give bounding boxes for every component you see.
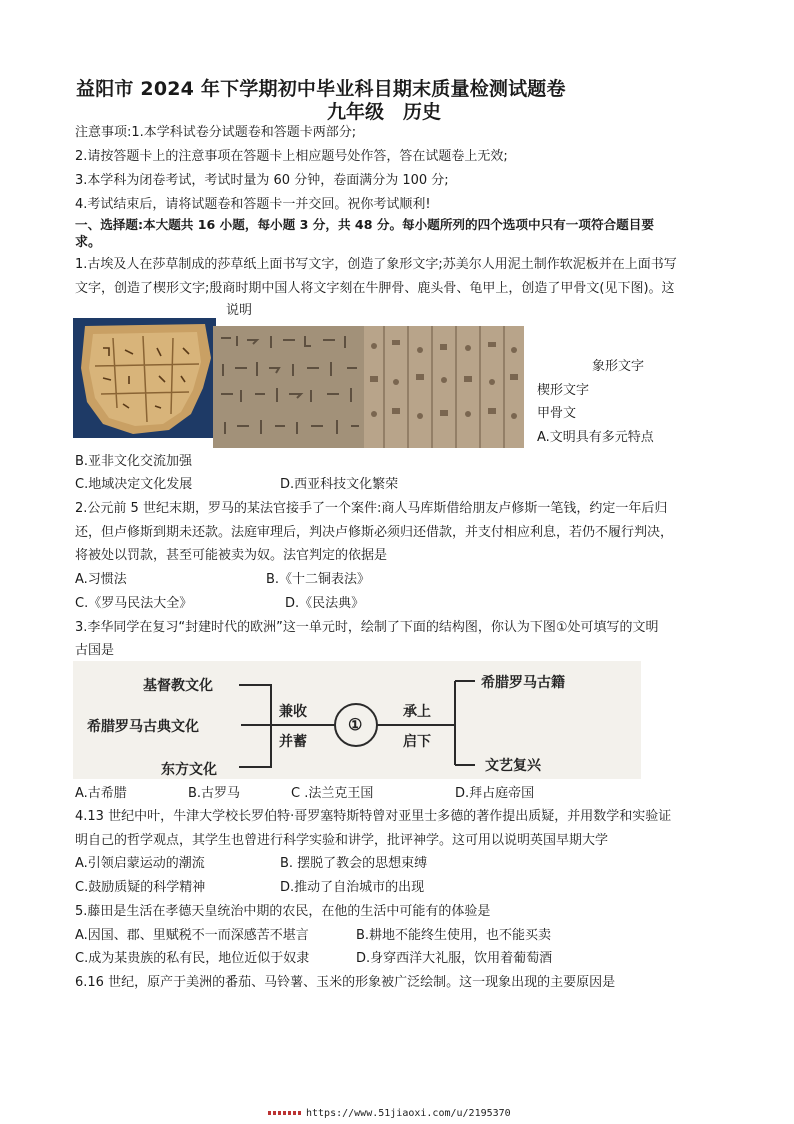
diagram-center-circle-label: ① xyxy=(348,715,363,734)
q1-option-b: B.亚非文化交流加强 xyxy=(75,454,193,469)
note-line-1: 注意事项:1.本学科试卷分试题卷和答题卡两部分; xyxy=(75,125,357,140)
section-heading-line-2: 求。 xyxy=(75,235,102,250)
structure-diagram xyxy=(73,661,641,779)
q1-option-a: A.文明具有多元特点 xyxy=(537,430,654,445)
q3-option-c: C .法兰克王国 xyxy=(291,786,374,801)
oracle-bone-photo xyxy=(73,318,216,438)
footer-logo-icon xyxy=(268,1111,302,1115)
q5-option-c: C.成为某贵族的私有民，地位近似于奴隶 xyxy=(75,951,310,966)
section-heading-line-1: 一、选择题:本大题共 16 小题，每小题 3 分，共 48 分。每小题所列的四个选项中只有一项符合题目要 xyxy=(75,217,654,232)
q5-option-b: B.耕地不能终生使用，也不能买卖 xyxy=(356,928,552,943)
q5-line-1: 5.藤田是生活在孝德天皇统治中期的农民，在他的生活中可能有的体验是 xyxy=(75,904,491,919)
hieroglyph-papyrus-photo xyxy=(364,326,524,448)
footer xyxy=(268,1108,511,1119)
diagram-mid-right-1: 承上 xyxy=(403,704,431,720)
q2-line-3: 将被处以罚款，甚至可能被卖为奴。法官判定的依据是 xyxy=(75,548,388,563)
caption-hieroglyph: 象形文字 xyxy=(592,359,645,374)
diagram-right-item-2: 文艺复兴 xyxy=(485,758,541,774)
q3-option-d: D.拜占庭帝国 xyxy=(455,786,535,801)
q2-option-a: A.习惯法 xyxy=(75,572,127,587)
q1-option-c: C.地域决定文化发展 xyxy=(75,477,193,492)
q3-option-b: B.古罗马 xyxy=(188,786,241,801)
note-line-4: 4.考试结束后，请将试题卷和答题卡一并交回。祝你考试顺利! xyxy=(75,197,431,212)
page-title: 益阳市 2024 年下学期初中毕业科目期末质量检测试题卷 xyxy=(76,78,566,100)
q3-option-a: A.古希腊 xyxy=(75,786,127,801)
cuneiform-tablet-image xyxy=(213,326,368,448)
caption-cuneiform: 楔形文字 xyxy=(537,383,590,398)
diagram-left-item-1: 基督教文化 xyxy=(143,678,213,694)
diagram-mid-right-2: 启下 xyxy=(403,734,431,750)
q4-line-1: 4.13 世纪中叶，牛津大学校长罗伯特·哥罗塞特斯特曾对亚里士多德的著作提出质疑，并用数学和实验证 xyxy=(75,809,672,824)
q5-option-a: A.因国、郡、里赋税不一而深感苦不堪言 xyxy=(75,928,309,943)
caption-oracle-bone: 甲骨文 xyxy=(537,406,577,421)
q2-line-2: 还，但卢修斯到期未还款。法庭审理后，判决卢修斯必须归还借款，并支付相应利息，若仍不履行判决， xyxy=(75,525,674,540)
note-line-3: 3.本学科为闭卷考试，考试时量为 60 分钟，卷面满分为 100 分; xyxy=(75,173,449,188)
page-subtitle: 九年级 历史 xyxy=(327,101,442,123)
oracle-bone-image xyxy=(73,318,216,438)
q4-option-c: C.鼓励质疑的科学精神 xyxy=(75,880,206,895)
hieroglyph-papyrus-image xyxy=(364,326,524,448)
q4-option-a: A.引领启蒙运动的潮流 xyxy=(75,856,205,871)
cuneiform-tablet-photo xyxy=(213,326,368,448)
q1-option-d: D.西亚科技文化繁荣 xyxy=(280,477,399,492)
q5-option-d: D.身穿西洋大礼服，饮用着葡萄酒 xyxy=(356,951,553,966)
footer-url[interactable]: https://www.51jiaoxi.com/u/2195370 xyxy=(306,1108,511,1119)
q4-option-d: D.推动了自治城市的出现 xyxy=(280,880,425,895)
diagram-left-item-3: 东方文化 xyxy=(161,762,217,778)
q1-line-2: 文字，创造了楔形文字;殷商时期中国人将文字刻在牛胛骨、鹿头骨、龟甲上，创造了甲骨文(见下图)。这 xyxy=(75,281,675,296)
diagram-left-item-2: 希腊罗马古典文化 xyxy=(87,719,199,735)
q3-line-1: 3.李华同学在复习“封建时代的欧洲”这一单元时，绘制了下面的结构图，你认为下图①处可填写的文明 xyxy=(75,620,659,635)
q2-option-c: C.《罗马民法大全》 xyxy=(75,596,193,611)
q4-line-2: 明自己的哲学观点，其学生也曾进行科学实验和讲学，批评神学。这可用以说明英国早期大学 xyxy=(75,833,609,848)
q2-line-1: 2.公元前 5 世纪末期，罗马的某法官接手了一个案件:商人马库斯借给朋友卢修斯一笔钱，约定一年后归 xyxy=(75,501,668,516)
q3-line-2: 古国是 xyxy=(75,643,115,658)
diagram-mid-left-2: 并蓄 xyxy=(279,734,307,750)
q2-option-d: D.《民法典》 xyxy=(285,596,365,611)
diagram-right-item-1: 希腊罗马古籍 xyxy=(481,675,565,691)
q1-line-3: 说明 xyxy=(226,303,253,318)
q2-option-b: B.《十二铜表法》 xyxy=(266,572,371,587)
q1-line-1: 1.古埃及人在莎草制成的莎草纸上面书写文字，创造了象形文字;苏美尔人用泥土制作软泥板并在上面书写 xyxy=(75,257,677,272)
q4-option-b: B. 摆脱了教会的思想束缚 xyxy=(280,856,428,871)
q6-line-1: 6.16 世纪，原产于美洲的番茄、马铃薯、玉米的形象被广泛绘制。这一现象出现的主要原因是 xyxy=(75,975,616,990)
note-line-2: 2.请按答题卡上的注意事项在答题卡上相应题号处作答，答在试题卷上无效; xyxy=(75,149,508,164)
diagram-mid-left-1: 兼收 xyxy=(279,704,307,720)
